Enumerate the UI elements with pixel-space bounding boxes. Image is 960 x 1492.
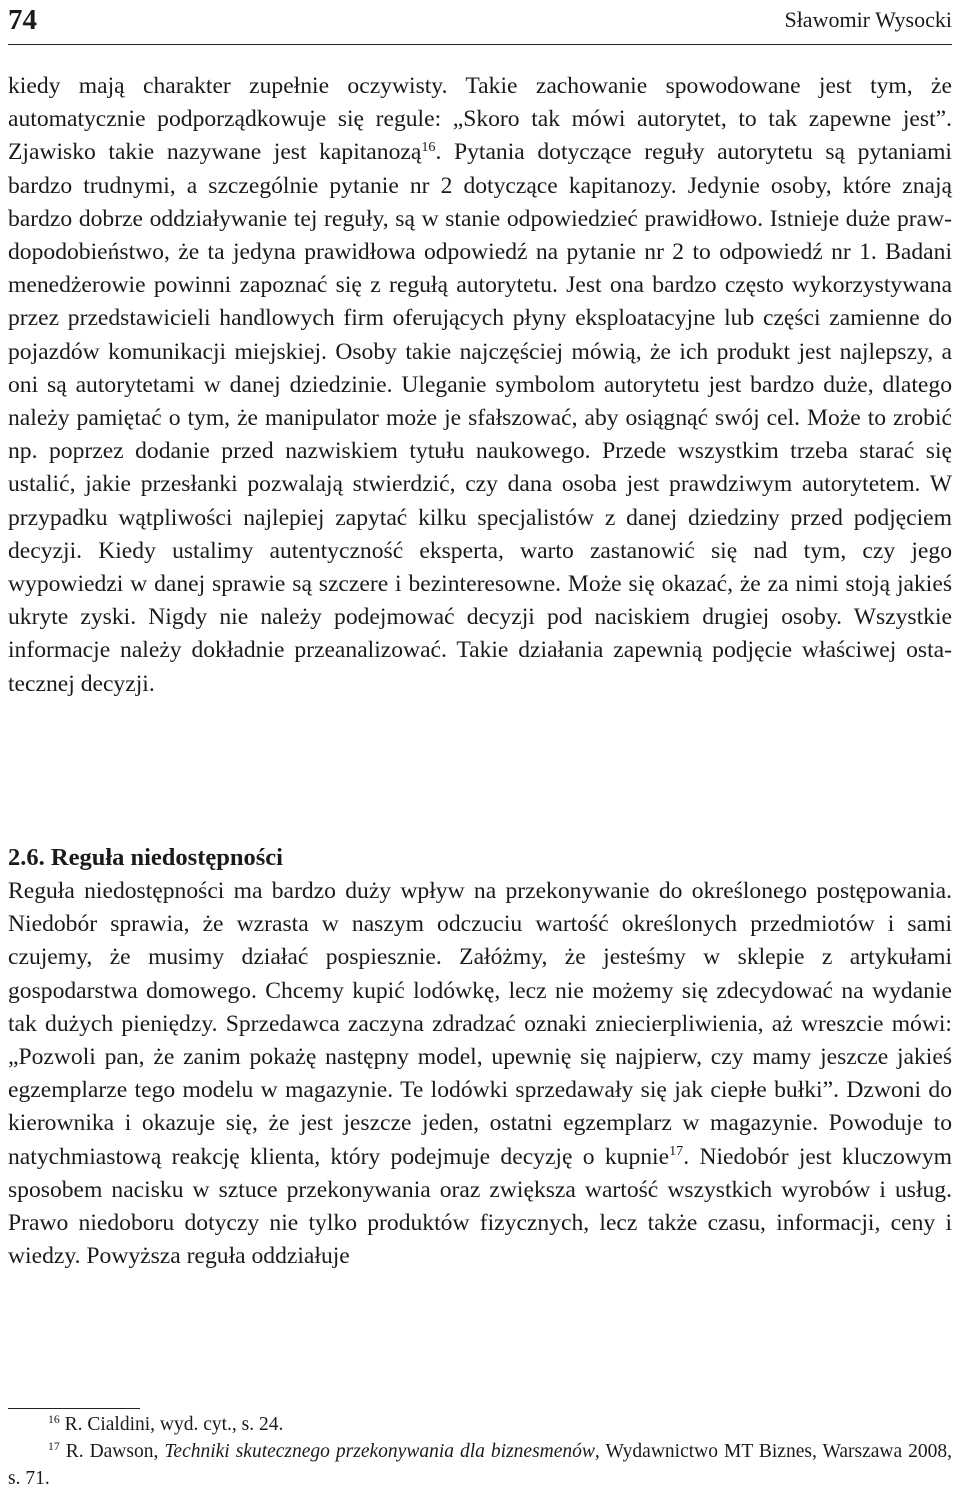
footnote-author: R. Dawson,	[59, 1441, 165, 1462]
body-paragraph-1	[8, 70, 952, 701]
paragraph-text	[8, 875, 952, 1273]
paragraph-segment: . Pytania dotyczące reguły autorytetu są pytaniami bardzo trudnymi, a szczególnie pytanie nr 2 dotyczące kapitanozy. Jedynie osoby, które znają bardzo dobrze oddziaływanie tej reguły, są w stanie odpowiedzieć prawidłowo. Istnieje duże prawdopodobieństwo, że ta jedyna prawidłowa odpowiedź na pytanie nr 2 to odpowiedź nr 1. Badani menedżerowie powinni zapoznać się z regułą autorytetu. Jest ona bardzo często wykorzystywana przez przedstawicieli handlowych firm oferujących płyny eksploatacyjne lub części zamienne do pojazdów komunikacji miejskiej. Osoby takie najczęściej mówią, że ich produkt jest najlepszy, a oni są autorytetami w danej dziedzinie. Uleganie symbolom autorytetu jest bardzo duże, dlatego należy pamiętać o tym, że manipulator może je sfałszować, aby osiągnąć swój cel. Może to zrobić np. poprzez dodanie przed nazwiskiem tytułu naukowego. Przede wszystkim trzeba starać się ustalić, jakie przesłanki pozwalają stwierdzić, czy dana osoba jest prawdziwym autorytetem. W przypadku wątpliwości najlepiej zapytać kilku specjalistów z danej dziedziny przed podjęciem decyzji. Kiedy ustalimy autentyczność eksperta, warto zastanowić się nad tym, czy jego wypowiedzi w danej sprawie są szczere i bezinteresowne. Może się okazać, że za nimi stoją jakieś ukryte zyski. Nigdy nie należy podejmować decyzji pod naciskiem drugiej osoby. Wszystkie informacje należy dokładnie przeanalizować. Takie działania zapewnią podjęcie właściwej ostatecznej decyzji.	[8, 139, 952, 697]
paragraph-segment: kiedy mają charakter zupełnie oczywisty. Takie zachowanie spowodowane jest tym, że automatycznie podporządkowuje się regule: „Skoro tak mówi autorytet, to tak zapewne jest”. Zjawisko takie nazywane jest kapitanozą	[8, 73, 952, 166]
footnotes	[8, 1411, 952, 1492]
page-number: 74	[8, 4, 37, 36]
footnote-marker: 17	[48, 1439, 60, 1453]
footnote-ref-16: 16	[421, 138, 436, 155]
footnote-ref-17: 17	[669, 1143, 684, 1160]
footnote-text: , Wydawnictwo MT Biznes, Warszawa 2008, s. 71.	[8, 1441, 952, 1489]
paragraph-text	[8, 70, 952, 701]
footnote-16	[8, 1411, 952, 1438]
footnote-marker: 16	[48, 1412, 60, 1426]
footnote-book-title: Techniki skutecznego przekonywania dla biznesmenów	[164, 1441, 595, 1462]
body-paragraph-2	[8, 875, 952, 1273]
paragraph-segment: Reguła niedostępności ma bardzo duży wpływ na przekonywanie do określonego postępowania. Niedobór sprawia, że wzrasta w naszym odczuciu wartość określonych przedmiotów i sami czujemy, że musimy działać pospiesznie. Załóżmy, że jesteśmy w sklepie z artykułami gospodarstwa domowego. Chcemy kupić lodówkę, lecz nie możemy się zdecydować na wydanie tak dużych pieniędzy. Sprzedawca zaczyna zdradzać oznaki zniecierpliwienia, aż wreszcie mówi: „Pozwoli pan, że zanim pokażę następny model, upewnię się najpierw, czy mamy jeszcze jakieś egzemplarze tego modelu w magazynie. Te lodówki sprzedawały się jak ciepłe bułki”. Dzwoni do kierownika i okazuje się, że jest jeszcze jeden, ostatni egzemplarz w magazynie. Powoduje to natychmiastową reakcję klienta, który podejmuje decyzję o kupnie	[8, 878, 952, 1170]
footnote-divider	[8, 1408, 140, 1409]
running-author: Sławomir Wysocki	[784, 7, 952, 32]
section-heading: 2.6. Reguła niedostępności	[8, 844, 283, 871]
running-header	[8, 0, 952, 45]
paragraph-segment: . Niedobór jest kluczowym sposobem nacisku w sztuce przekonywania oraz zwiększa wartość wszystkich wyrobów i usług. Prawo niedoboru dotyczy nie tylko produktów fizycznych, lecz także czasu, informacji, ceny i wiedzy. Powyższa reguła oddziałuje	[8, 1143, 953, 1270]
footnote-text: R. Cialdini, wyd. cyt., s. 24.	[59, 1414, 284, 1435]
